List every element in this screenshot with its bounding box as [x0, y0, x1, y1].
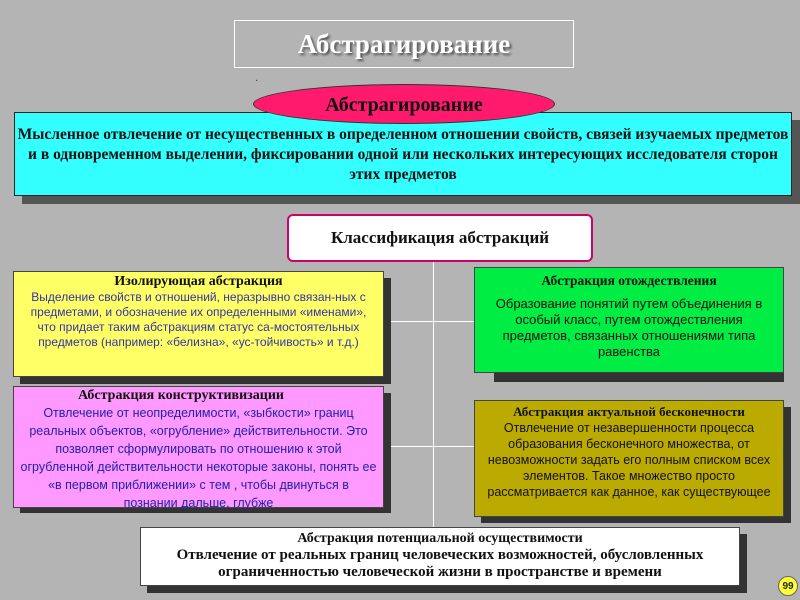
- isolating-heading: Изолирующая абстракция: [114, 274, 283, 289]
- constructivization-heading: Абстракция конструктивизации: [78, 388, 284, 403]
- definition-box: [14, 112, 792, 196]
- actual-infinity-text: Отвлечение от незавершенности процесса образования бесконечного множества, от невозможности задать его полным списком всех элементов. Такое множество просто рассматривается как данное, как существующее: [487, 421, 771, 499]
- connector-trunk: [433, 262, 434, 532]
- potential-feasibility-heading: Абстракция потенциальной осуществимости: [297, 531, 583, 546]
- identification-text: Образование понятий путем объединения в особый класс, путем отождествления предметов, связанных отношениями типа равенства: [495, 296, 763, 359]
- classification-box: [287, 214, 593, 262]
- actual-infinity-heading: Абстракция актуальной бесконечности: [513, 404, 745, 419]
- identification-abstraction-box: [474, 267, 784, 373]
- classification-label: Классификация абстракций: [330, 228, 550, 247]
- isolating-abstraction-box: [13, 271, 384, 377]
- connector-identification: [433, 321, 474, 322]
- slide-title: Абстрагирование: [234, 20, 574, 68]
- connector-constructivization: [384, 446, 433, 447]
- identification-heading: Абстракция отождествления: [541, 273, 717, 288]
- definition-text: Мысленное отвлечение от несущественных в определенном отношении свойств, связей изучаемых предметов и в одновременном выделении, фиксировании одной или нескольких интересующих исследователя сторон этих предметов: [17, 126, 789, 183]
- actual-infinity-abstraction-box: [474, 400, 784, 517]
- constructivization-abstraction-box: [13, 386, 384, 508]
- potential-feasibility-text: Отвлечение от реальных границ человеческих возможностей, обусловленных ограниченностью человеческой жизни в пространстве и времени: [176, 547, 704, 580]
- page-number-badge: 99: [778, 576, 798, 596]
- potential-feasibility-abstraction-box: [140, 527, 740, 586]
- constructivization-text: Отвлечение от неопределимости, «зыбкости» границ реальных объектов, «огрубление» действительности. Это позволяет сформулировать по отношению к этой огрубленной действительности некоторые законы, понять ее «в первом приближении» с тем , чтобы двинуться в познании дальше, глубже: [20, 406, 377, 510]
- concept-ellipse: [253, 84, 555, 124]
- connector-isolating: [384, 321, 433, 322]
- connector-actual-infinity: [433, 446, 474, 447]
- isolating-text: Выделение свойств и отношений, неразрывно связан-ных с предметами, и обозначение их определенными «именами», что придает таким абстракциям статус са-мостоятельных предметов (например: «белизна», «ус-тойчивость» и т.д.): [30, 290, 367, 349]
- decorative-dot: ·: [255, 76, 259, 87]
- concept-label: Абстрагирование: [325, 94, 483, 116]
